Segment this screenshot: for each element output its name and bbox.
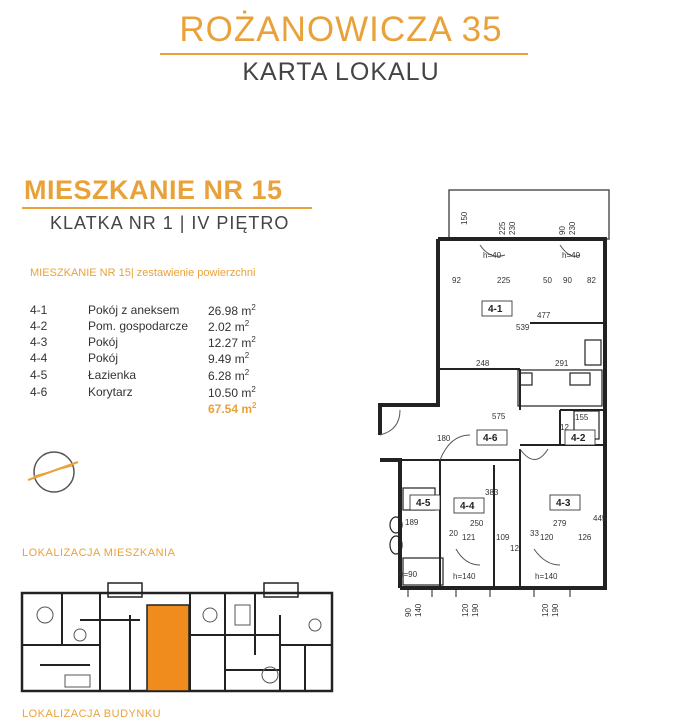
balcony	[449, 190, 609, 239]
svg-text:248: 248	[476, 359, 490, 368]
svg-text:109: 109	[496, 533, 510, 542]
svg-text:291: 291	[555, 359, 569, 368]
room-area: 10.50 $m^2$	[208, 385, 256, 400]
room-label: 4-1	[488, 304, 503, 315]
svg-text:230: 230	[508, 221, 517, 235]
svg-text:189: 189	[405, 518, 419, 527]
apartment-subtitle: KLATKA NR 1 | IV PIĘTRO	[50, 213, 290, 233]
svg-text:140: 140	[414, 603, 423, 617]
svg-text:33: 33	[530, 529, 539, 538]
location-title: LOKALIZACJA MIESZKANIA	[22, 547, 176, 559]
svg-text:h=40: h=40	[483, 251, 502, 260]
room-id: 4-2	[30, 319, 48, 333]
room-label: 4-6	[483, 433, 498, 444]
svg-text:190: 190	[471, 603, 480, 617]
svg-text:155: 155	[575, 413, 589, 422]
svg-text:h=40: h=40	[562, 251, 581, 260]
room-id: 4-3	[30, 335, 48, 349]
svg-text:477: 477	[537, 311, 551, 320]
svg-text:12: 12	[510, 544, 519, 553]
svg-text:250: 250	[470, 519, 484, 528]
area-table-title: MIESZKANIE NR 15| zestawienie powierzchni	[30, 267, 256, 279]
room-area: 26.98 $m^2$	[208, 303, 256, 318]
svg-text:120: 120	[461, 603, 470, 617]
room-area: 6.28 $m^2$	[208, 368, 250, 383]
svg-text:180: 180	[437, 434, 451, 443]
highlighted-apartment	[147, 605, 189, 691]
apartment-floorplan	[370, 185, 620, 635]
area-table-row	[30, 303, 290, 319]
room-name: Pom. gospodarcze	[88, 319, 189, 333]
svg-text:445: 445	[593, 514, 607, 523]
room-id: 4-1	[30, 303, 48, 317]
room-label: 4-2	[571, 433, 586, 444]
page-subtitle: KARTA LOKALU	[242, 58, 440, 86]
room-id: 4-5	[30, 368, 48, 382]
building-location-title: LOKALIZACJA BUDYNKU	[22, 708, 162, 720]
apartment-title: MIESZKANIE NR 15	[24, 175, 283, 205]
svg-text:120: 120	[541, 603, 550, 617]
room-id: 4-6	[30, 385, 48, 399]
area-table-row	[30, 351, 290, 367]
svg-text:121: 121	[462, 533, 476, 542]
page-title: ROŻANOWICZA 35	[179, 10, 503, 49]
apartment-title-underline	[22, 207, 312, 209]
area-table-row	[30, 319, 290, 335]
title-underline	[160, 53, 528, 55]
svg-text:225: 225	[497, 276, 511, 285]
compass-icon	[24, 448, 80, 494]
svg-text:279: 279	[553, 519, 567, 528]
room-area: 9.49 $m^2$	[208, 351, 250, 366]
svg-text:90: 90	[404, 608, 413, 617]
svg-text:12: 12	[560, 423, 569, 432]
svg-text:82: 82	[587, 276, 596, 285]
svg-text:150: 150	[460, 211, 469, 225]
svg-text:230: 230	[568, 221, 577, 235]
room-name: Pokój z aneksem	[88, 303, 180, 317]
svg-text:50: 50	[543, 276, 552, 285]
room-area: 2.02 $m^2$	[208, 319, 250, 334]
area-table-row	[30, 335, 290, 351]
area-table-row	[30, 385, 290, 401]
room-name: Korytarz	[88, 385, 133, 399]
svg-text:h=140: h=140	[453, 572, 476, 581]
room-label: 4-3	[556, 498, 571, 509]
svg-text:120: 120	[540, 533, 554, 542]
svg-text:539: 539	[516, 323, 530, 332]
svg-text:575: 575	[492, 412, 506, 421]
svg-text:92: 92	[452, 276, 461, 285]
building-floorplan-thumbnail	[20, 575, 336, 695]
svg-text:126: 126	[578, 533, 592, 542]
room-area: 12.27 $m^2$	[208, 335, 256, 350]
area-table-row	[30, 368, 290, 384]
room-label: 4-4	[460, 501, 475, 512]
area-table-total	[30, 401, 290, 417]
room-name: Łazienka	[88, 368, 137, 382]
svg-text:90: 90	[563, 276, 572, 285]
room-label: 4-5	[416, 498, 431, 509]
svg-text:383: 383	[485, 488, 499, 497]
svg-text:225: 225	[498, 221, 507, 235]
svg-text:90: 90	[558, 226, 567, 235]
room-name: Pokój	[88, 335, 119, 349]
room-id: 4-4	[30, 351, 48, 365]
svg-text:h=90: h=90	[399, 570, 418, 579]
svg-text:h=140: h=140	[535, 572, 558, 581]
room-name: Pokój	[88, 351, 119, 365]
svg-text:190: 190	[551, 603, 560, 617]
total-area: 67.54 $m^2$	[208, 401, 257, 416]
svg-text:20: 20	[449, 529, 458, 538]
